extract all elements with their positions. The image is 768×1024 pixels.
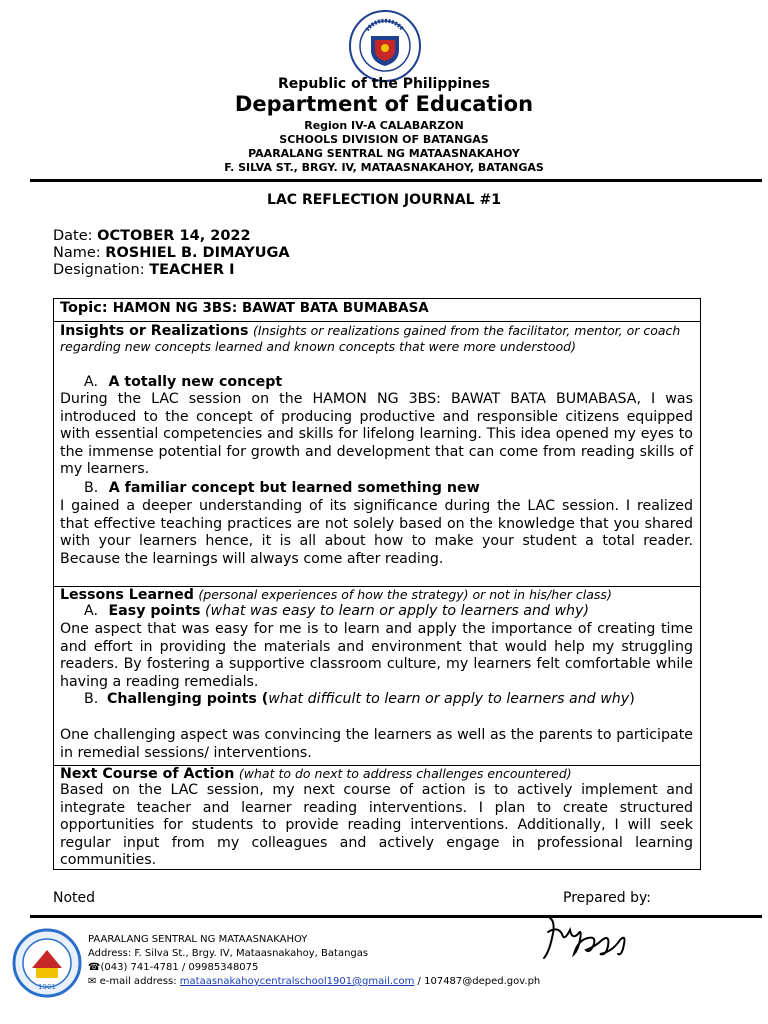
insights-a-marker: A. [84, 374, 98, 390]
phone-icon: ☎ [88, 962, 101, 973]
footer-phone: (043) 741-4781 / 09985348075 [100, 962, 259, 973]
name-value: ROSHIEL B. DIMAYUGA [105, 245, 290, 261]
insights-a-text: During the LAC session on the HAMON NG 3BS: BAWAT BATA BUMABASA, I was introduced to the concept of producing productive and responsible citizens equipped with essential competencies and skills for lifelong learning. This idea opened my eyes to the immense potential for growth and development that can come from reading skills of my learners. [60, 391, 693, 477]
lessons-b-title: Challenging points ( [107, 691, 269, 707]
school-line: PAARALANG SENTRAL NG MATAASNAKAHOY [248, 147, 520, 160]
republic-line: Republic of the Philippines [278, 76, 490, 92]
lessons-b-note: what difficult to learn or apply to learners and why [268, 691, 630, 707]
next-text: Based on the LAC session, my next course of action is to actively implement and integrate teacher and learner reading interventions. I plan to create structured opportunities for students to provide reading interventions. Additionally, I will seek regular input from my colleagues and actively engage in professional learning communities. [60, 782, 693, 868]
signature-image [540, 910, 640, 965]
insights-heading: Insights or Realizations [60, 323, 249, 339]
topic-value: HAMON NG 3BS: BAWAT BATA BUMABASA [112, 300, 429, 316]
email-label: e-mail address: [96, 976, 180, 987]
lessons-b-text: One challenging aspect was convincing the learners as well as the parents to participate in remedial sessions/ interventions. [60, 727, 693, 761]
lessons-heading-row [60, 586, 693, 605]
footer-address: Address: F. Silva St., Brgy. IV, Mataasnakahoy, Batangas [88, 948, 369, 959]
email-link[interactable]: mataasnakahoycentralschool1901@gmail.com [179, 976, 415, 987]
insights-b-heading [84, 480, 480, 498]
lessons-a-title: Easy points [108, 603, 201, 619]
insights-heading-row [60, 323, 693, 355]
noted-label: Noted [53, 890, 96, 906]
region-line: Region IV-A CALABARZON [304, 119, 464, 132]
lessons-note: (personal experiences of how the strategy) or not in his/her class) [198, 587, 612, 602]
insights-a-title: A totally new concept [108, 374, 283, 390]
lessons-a-note: (what was easy to learn or apply to learners and why) [205, 603, 589, 619]
designation-value: TEACHER I [149, 262, 235, 278]
topic-row: Topic: HAMON NG 3BS: BAWAT BATA BUMABASA [60, 300, 429, 316]
footer-school: PAARALANG SENTRAL NG MATAASNAKAHOY [88, 934, 308, 945]
svg-text:1901: 1901 [38, 983, 56, 991]
header-divider [30, 179, 762, 182]
email-rest: / 107487@deped.gov.ph [414, 976, 541, 987]
footer-email-row [88, 974, 540, 989]
insights-b-marker: B. [84, 480, 99, 496]
insights-a-heading [84, 374, 282, 392]
insights-note: (Insights or realizations gained from the facilitator, mentor, or coach regarding new concepts learned and known concepts that were more understood) [60, 323, 681, 354]
department-title: Department of Education [234, 92, 534, 116]
date-label: Date: [53, 228, 98, 244]
lessons-a-marker: A. [84, 603, 98, 619]
lessons-b-close: ) [629, 691, 635, 707]
lessons-a-text: One aspect that was easy for me is to learn and apply the importance of creating time and effort in providing the materials and environment that would help my struggling readers. By fostering a supportive classroom culture, my learners felt comfortable while having a reading remedials. [60, 621, 693, 690]
division-line: SCHOOLS DIVISION OF BATANGAS [279, 133, 489, 146]
reflection-table [53, 298, 701, 870]
date-line [53, 228, 251, 245]
prepared-by-label: Prepared by: [563, 890, 651, 906]
insights-section [54, 321, 700, 587]
lessons-heading: Lessons Learned [60, 587, 194, 603]
designation-line [53, 262, 235, 279]
insights-b-title: A familiar concept but learned something new [108, 480, 480, 496]
lessons-section [54, 586, 700, 766]
mail-icon: ✉ [88, 976, 97, 987]
next-note: (what to do next to address challenges encountered) [238, 766, 572, 781]
journal-title: LAC REFLECTION JOURNAL #1 [267, 192, 501, 208]
topic-label: Topic [60, 300, 102, 316]
lessons-a-heading [84, 603, 589, 621]
date-value: OCTOBER 14, 2022 [97, 228, 251, 244]
footer-phone-row [88, 960, 258, 975]
next-section [54, 765, 700, 870]
name-label: Name: [53, 245, 106, 261]
lessons-b-heading [84, 691, 664, 709]
deped-seal-icon [349, 10, 421, 82]
designation-label: Designation: [53, 262, 150, 278]
next-heading-row [60, 765, 693, 784]
footer-divider [30, 915, 762, 918]
insights-b-text: I gained a deeper understanding of its significance during the LAC session. I realized that effective teaching practices are not solely based on the knowledge that you shared with your learners hence, it is all about how to make your student a total reader. Because the learnings will always come after reading. [60, 498, 693, 567]
name-line [53, 245, 290, 262]
school-logo-icon [12, 928, 82, 998]
address-line: F. SILVA ST., BRGY. IV, MATAASNAKAHOY, BATANGAS [224, 161, 544, 174]
next-heading: Next Course of Action [60, 766, 235, 782]
lessons-b-marker: B. [84, 691, 99, 707]
